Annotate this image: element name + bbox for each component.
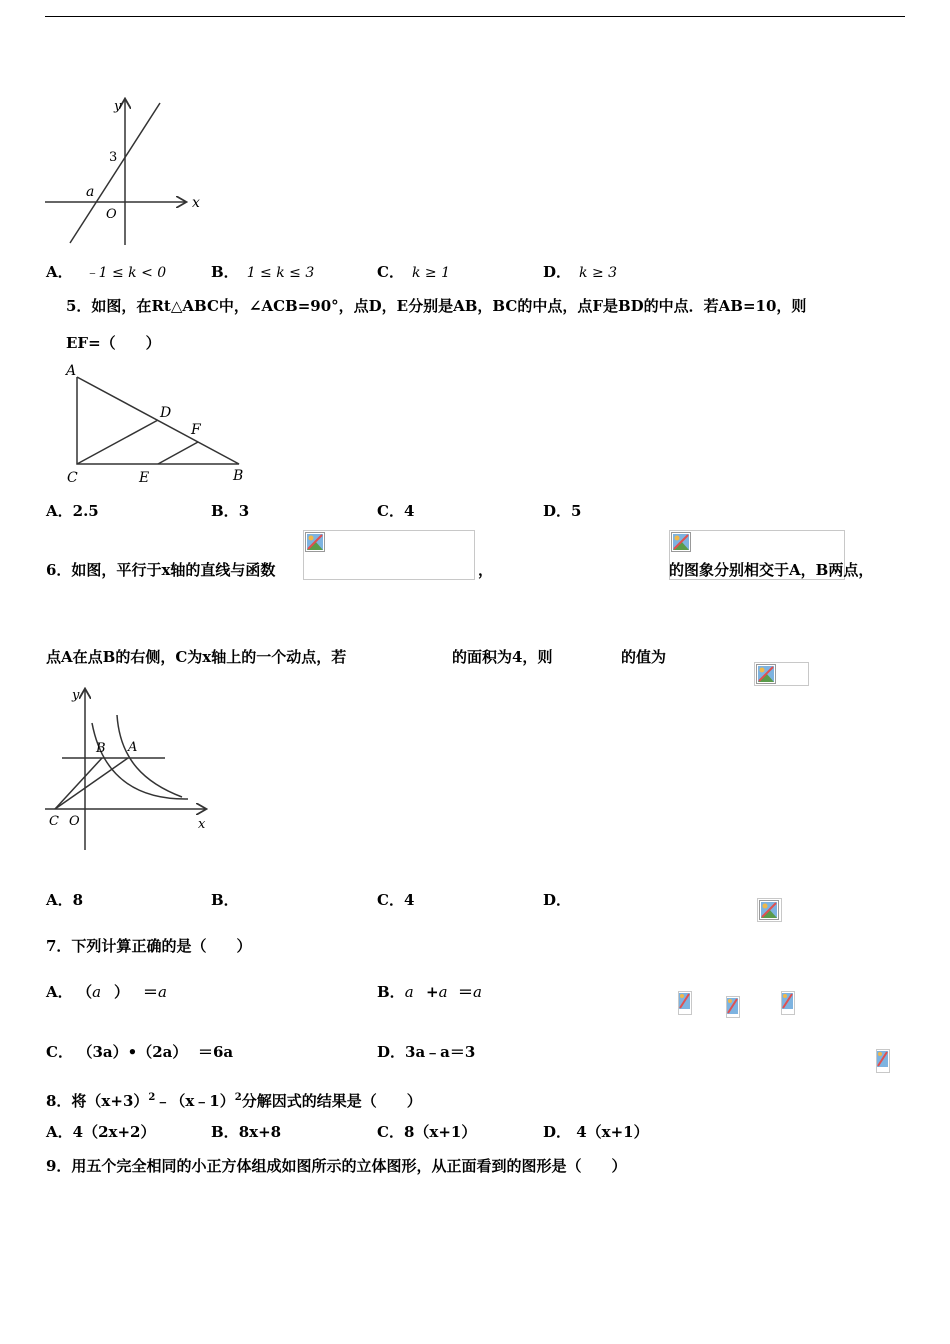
q5-triangle-figure xyxy=(62,360,252,488)
q6-option-b[interactable]: B． xyxy=(211,891,239,909)
broken-image-exp-7 xyxy=(876,1049,890,1073)
broken-image-exp-3 xyxy=(781,991,795,1015)
q6-stem-part4: 的面积为4，则 xyxy=(452,648,553,666)
origin-label: O xyxy=(69,814,80,829)
y-label: y xyxy=(72,688,80,703)
q6-stem-part5: 的值为 xyxy=(621,648,667,666)
vertex-c-label: C xyxy=(67,470,78,486)
q4-graph-figure xyxy=(40,95,210,250)
q9-stem: 9．用五个完全相同的小正方体组成如图所示的立体图形，从正面看到的图形是（ ） xyxy=(46,1157,627,1175)
broken-image-icon xyxy=(756,664,776,684)
q7-option-d[interactable]: D．3a﹣a＝3 xyxy=(377,1043,476,1061)
q5-option-c[interactable]: C．4 xyxy=(377,502,415,520)
segment-cb xyxy=(55,758,102,809)
q8-option-d[interactable]: D． 4（x+1） xyxy=(543,1123,649,1141)
broken-image-option-b xyxy=(757,898,782,922)
broken-image-icon xyxy=(678,991,691,1011)
q8-stem: 8．将$(x+3)^2﹣(x﹣1)^2$分解因式的结果是（ ） xyxy=(46,1092,422,1110)
q4-option-c[interactable]: C． k ≥ 1 xyxy=(377,263,450,281)
curve-a xyxy=(117,715,182,797)
y-label: y xyxy=(114,99,122,114)
broken-image-icon xyxy=(876,1049,889,1069)
q7-stem: 7．下列计算正确的是（ ） xyxy=(46,937,252,955)
broken-image-exp-1 xyxy=(678,991,692,1015)
origin-label: O xyxy=(106,207,117,222)
x-label: x xyxy=(198,817,206,832)
q7-option-b[interactable]: B．a xyxy=(377,983,414,1001)
segment-ef xyxy=(158,442,198,464)
broken-image-icon xyxy=(305,532,325,552)
vertex-b-label: B xyxy=(233,468,244,484)
broken-image-triangle-abc xyxy=(754,662,809,686)
x-intercept-label: a xyxy=(86,184,95,200)
q6-option-d[interactable]: D． xyxy=(543,891,572,909)
q7-c-result: ＝6a xyxy=(198,1043,234,1061)
q5-option-d[interactable]: D．5 xyxy=(543,502,582,520)
curve-b xyxy=(92,723,188,799)
q8-option-b[interactable]: B．8x+8 xyxy=(211,1123,282,1141)
point-d-label: D xyxy=(160,405,172,421)
broken-image-icon xyxy=(671,532,691,552)
point-b-label: B xyxy=(96,741,106,756)
point-e-label: E xyxy=(139,470,150,486)
q8-option-c[interactable]: C．8（x+1） xyxy=(377,1123,477,1141)
q7-a-result: ＝a xyxy=(143,983,167,1001)
q4-option-d[interactable]: D． k ≥ 3 xyxy=(543,263,618,281)
vertex-a-label: A xyxy=(66,363,77,379)
q7-b-result: ＝a xyxy=(458,983,482,1001)
q7-b-middle: +a xyxy=(426,983,448,1001)
q6-option-c[interactable]: C．4 xyxy=(377,891,415,909)
graph-line xyxy=(70,103,160,243)
q7-option-c[interactable]: C． （3a）•（2a） xyxy=(46,1043,188,1061)
q6-hyperbola-figure xyxy=(40,685,215,855)
q7-a-close: ） xyxy=(114,983,130,1001)
q6-option-a[interactable]: A．8 xyxy=(46,891,84,909)
broken-image-exp-2 xyxy=(726,996,740,1018)
q6-stem-part3: 点A在点B的右侧，C为x轴上的一个动点，若 xyxy=(46,648,347,666)
q6-comma: ， xyxy=(478,561,494,579)
q8-option-a[interactable]: A．4（2x+2） xyxy=(46,1123,156,1141)
segment-ca xyxy=(55,758,128,809)
q6-stem-part2: 的图象分别相交于A，B两点， xyxy=(669,561,874,579)
broken-image-icon xyxy=(759,900,779,920)
point-a-label: A xyxy=(128,740,138,755)
point-f-label: F xyxy=(191,422,201,438)
q5-stem-line2: EF=（ ） xyxy=(66,334,161,352)
q7-option-a[interactable]: A． （a xyxy=(46,983,102,1001)
q5-option-a[interactable]: A．2.5 xyxy=(46,502,99,520)
y-intercept-label: 3 xyxy=(109,150,118,165)
broken-image-icon xyxy=(726,996,739,1016)
header-rule xyxy=(45,16,905,17)
x-label: x xyxy=(192,195,200,211)
broken-image-function-1 xyxy=(303,530,475,580)
point-c-label: C xyxy=(49,814,59,829)
q6-stem-part1: 6．如图，平行于x轴的直线与函数 xyxy=(46,561,276,579)
q4-option-a[interactable]: A． ﹣1 ≤ k < 0 xyxy=(46,263,167,281)
q5-stem-line1: 5．如图，在Rt△ABC中，∠ACB=90°，点D，E分别是AB，BC的中点，点F是BD的中点．若AB=10，则 xyxy=(66,297,807,315)
segment-cd xyxy=(77,420,158,464)
q5-option-b[interactable]: B．3 xyxy=(211,502,250,520)
q4-option-b[interactable]: B． 1 ≤ k ≤ 3 xyxy=(211,263,315,281)
broken-image-icon xyxy=(781,991,794,1011)
